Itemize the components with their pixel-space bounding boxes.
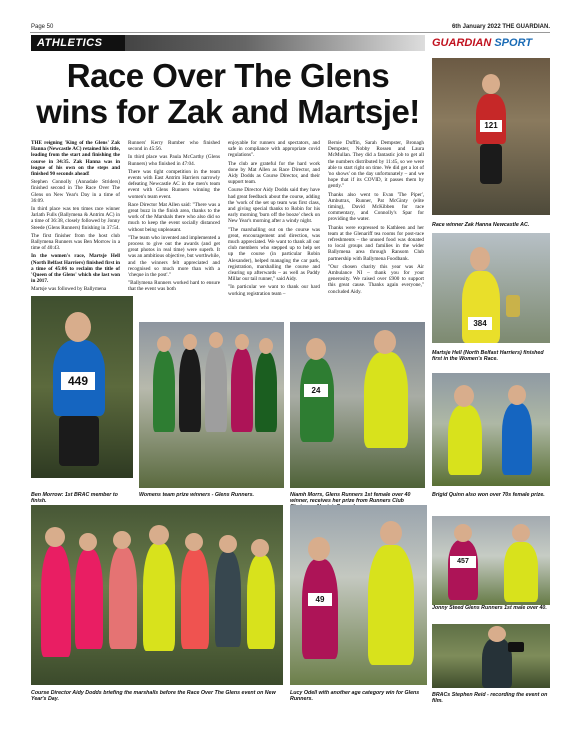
article-paragraph: Martsje was followed by Ballymena — [31, 286, 107, 293]
article-paragraph: enjoyable for runners and spectators, and safe in compliance with appropriate covid regulations". — [228, 140, 320, 159]
photo-jonny-steed — [432, 516, 550, 605]
race-bib: 24 — [304, 384, 328, 397]
article-paragraph: There was tight competition in the team events with East Antrim Harriers narrowly defeating Newcastle AC in the men's team event with Glens Runners winning the women's team event. — [128, 168, 220, 200]
runner-vest — [302, 559, 338, 659]
marshal — [41, 545, 71, 657]
article-column-2 — [128, 140, 220, 295]
caption-martsje: Martsje Hell (North Belfast Harriers) finished first in the Women's Race. — [432, 350, 544, 363]
team-member — [153, 350, 175, 432]
runner-vest — [462, 271, 500, 343]
article-paragraph: In the women's race, Martsje Hell (North Belfast Harriers) finished first in a time of 45:06 to reclaim the title of 'Queen of the Glens' which she last won in 2017. — [31, 253, 120, 285]
marshal-head — [185, 533, 203, 551]
marshal-head — [79, 533, 97, 551]
headline: Race Over The Glens wins for Zak and Martsje! — [36, 57, 420, 130]
team-member — [231, 348, 253, 432]
article-paragraph: Bernie Duffin, Sarah Dempster, Bronagh Dempster, Nobby Rossen and Laura McMullan. They did a fantastic job to get all the numbers distributed by 11:45, so we were able to start right on time. We did get a lot of 'no shows' on the day unfortunately – and we hope that if its COVID, it passes them by gently." — [328, 140, 424, 190]
photo-niamh-morrs — [290, 322, 425, 488]
runner-vest — [476, 94, 506, 144]
logo-word-sport: SPORT — [494, 37, 533, 49]
photo-marshal-briefing — [31, 505, 283, 685]
photo-womens-team — [139, 322, 284, 488]
guardian-sport-logo — [432, 36, 550, 50]
team-member — [255, 352, 277, 432]
photo-zak-hanna — [432, 58, 550, 215]
runner-vest — [300, 358, 334, 442]
marshal-head — [251, 539, 269, 557]
race-bib: 49 — [308, 593, 332, 606]
article-paragraph: "The team who invented and implemented a process to give out the awards (and get great photos in real time) were superb. It was an ambitious objective, but worthwhile, and the winners felt appreciated and recognised so much more than with a 'cheque in the post'." — [128, 234, 220, 279]
team-member-head — [183, 334, 197, 350]
presenter-head — [512, 524, 530, 542]
runner-head — [508, 385, 526, 405]
article-lede: THE reigning 'King of the Glens' Zak Hanna (Newcastle AC) retained his title, leading from the start and finishing the course in 34:35. Zak Hanna was in league of his own on the steps and finished 90 seconds ahead! — [31, 140, 120, 178]
race-bib: 384 — [468, 317, 492, 330]
presenter-head — [380, 521, 402, 545]
trophy — [506, 295, 520, 317]
runner-jacket — [502, 403, 532, 475]
runner-head — [454, 524, 472, 542]
race-bib: 457 — [450, 556, 476, 568]
article-column-1 — [31, 140, 120, 295]
marshal — [215, 551, 241, 647]
marshal-head — [219, 535, 237, 553]
logo-word-guardian: GUARDIAN — [432, 37, 492, 49]
runner-head — [308, 537, 330, 561]
course-director-head — [149, 525, 169, 545]
article-paragraph: Course Director Aidy Dodds said they have had great feedback about the course, adding the 'work of the set up team was first class, and giving special thanks to Robin for his early morning 'burn off the booze' check on New Year's morning after a windy night. — [228, 187, 320, 225]
caption-womens-team: Womens team prize winners - Glens Runners. — [139, 492, 254, 498]
presenter-hi-vis — [368, 545, 414, 665]
marshal — [75, 549, 103, 649]
article-column-4 — [328, 140, 424, 297]
caption-brigid: Brigid Quinn also won over 70s female prize. — [432, 492, 545, 498]
article-paragraph: "The marshalling out on the course was great, encouragement and direction, was much appreciated. We want to thank all our club members who stepped up to help set up the course (in particular Robin Alexander), helped managing the car park, registration, marshalling the course and clearing up afterwards – as well as Paddy Millar our tail runner," said Aidy. — [228, 226, 320, 283]
runner-head — [306, 338, 326, 360]
article-paragraph: Race Director Mat Allen said: "There was a great buzz in the finish area, thanks to the work of the Marshals there who also did so much to keep the event socially distanced without being unpleasant. — [128, 201, 220, 233]
photo-brigid-quinn — [432, 373, 550, 486]
article-paragraph: "Ballymena Runners worked hard to ensure that the event was both — [128, 280, 220, 293]
team-member-head — [235, 334, 249, 350]
article-paragraph: "Our chosen charity this year was Air Ambulance NI – thank you for your generosity. We raised over £900 to support this great cause. Thanks again everyone," concluded Aidy. — [328, 263, 424, 295]
caption-aidy: Course Director Aidy Dodds briefing the marshalls before the Race Over The Glens event on New Year's Day. — [31, 690, 276, 703]
presenter-head — [454, 385, 474, 407]
presenter-hi-vis — [504, 542, 538, 602]
article-paragraph: Runners' Kerry Rumber who finished second in 45:56. — [128, 140, 220, 153]
article-paragraph: In third place was Paula McCarthy (Glens Runners) who finished in 47:04. — [128, 154, 220, 167]
chairman-head — [374, 330, 396, 354]
paper-date: 6th January 2022 THE GUARDIAN. — [451, 24, 550, 30]
team-member — [205, 346, 227, 432]
header-rule — [30, 32, 550, 33]
caption-jonny: Jonny Steed Glens Runners 1st male over 40. — [432, 605, 547, 611]
chairman-hi-vis — [364, 352, 408, 448]
article-paragraph: The club are grateful for the hard work done by Mat Allen as Race Director, and Aidy Dodds as Course Director, and their support team. — [228, 160, 320, 186]
caption-stephen: BRACs Stephen Reid - recording the event on film. — [432, 692, 548, 705]
caption-zak: Race winner Zak Hanna Newcastle AC. — [432, 222, 530, 228]
race-bib: 449 — [61, 372, 95, 390]
page-number: Page 50 — [31, 24, 54, 30]
marshal — [181, 549, 209, 649]
article-paragraph: Stephen Connolly (Annadale Striders) finished second in The Race Over The Glens on New Year's Day in a time of 36:09. — [31, 179, 120, 204]
race-bib: 121 — [480, 120, 502, 132]
photo-stephen-reid — [432, 624, 550, 688]
article-column-3 — [228, 140, 320, 299]
caption-lucy: Lucy Odell with another age category win for Glens Runners. — [290, 690, 420, 703]
caption-niamh: Niamh Morrs, Glens Runners 1st female over 40 winner, receives her prize from Runners Club — [290, 492, 411, 505]
article-paragraph: "In particular we want to thank our hard working registration team – — [228, 284, 320, 297]
marshal — [109, 547, 137, 649]
runner-vest — [448, 540, 478, 600]
team-member — [179, 348, 201, 432]
marshal-head — [113, 531, 131, 549]
article-paragraph: Thanks also went to Evan 'The Piper', Ambutrax, Runner, Pat McGinty (elite timing), David McKibben for race commentary, and Connolly's Spar for providing the water. — [328, 191, 424, 223]
article-paragraph: The first finisher from the host club Ballymena Runners was Ben Morrow in a time of 40:43. — [31, 232, 120, 252]
camera-operator-head — [488, 626, 506, 642]
marshal-head — [45, 527, 65, 547]
runner-shorts — [480, 144, 502, 184]
marshal — [247, 555, 275, 649]
runner-shorts — [59, 416, 99, 466]
runner-head — [482, 74, 500, 94]
team-member-head — [157, 336, 171, 352]
photo-lucy-odell — [290, 505, 427, 685]
section-tag: ATHLETICS — [31, 35, 125, 51]
team-member-head — [259, 338, 273, 354]
article-paragraph: In third place was ten times race winner Jarlath Fulls (Ballymena & Antrim AC) in a time of 36:38, closely followed by Jonny Steede (Glens Runners) finishing in 37:54. — [31, 206, 120, 231]
article-paragraph: Thanks were expressed to Kathleen and her team at the Glenariff tea rooms for post-race refreshments – the unused food was donated to local groups and families in the wider Ballymena area through Ransom Club partnership with Ballymena Foodbank. — [328, 224, 424, 262]
course-director — [143, 543, 175, 651]
runner-head — [470, 247, 490, 271]
team-member-head — [209, 332, 223, 348]
runner-head — [65, 312, 91, 342]
photo-ben-morrow — [31, 296, 133, 478]
caption-ben: Ben Morrow: 1st BRAC member to finish. — [31, 492, 118, 505]
presenter-hi-vis — [448, 405, 482, 475]
photo-martsje-hell — [432, 233, 550, 343]
section-stripe — [125, 35, 425, 51]
camera — [508, 642, 524, 652]
